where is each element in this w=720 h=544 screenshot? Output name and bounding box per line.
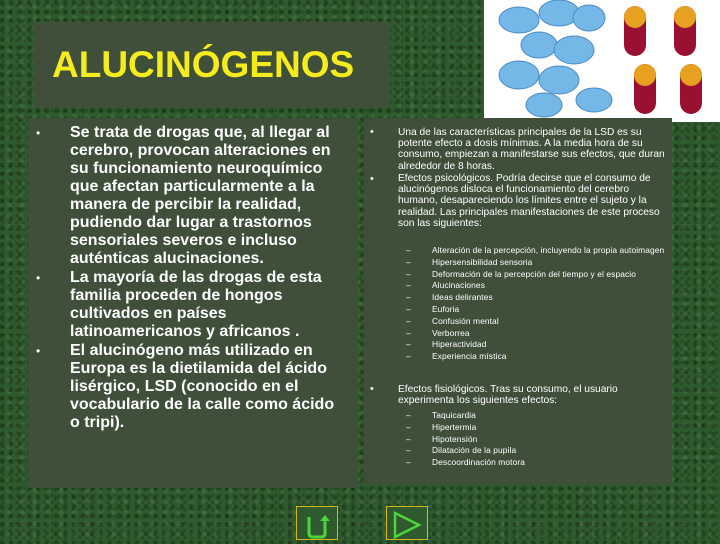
list-item: – Euforia bbox=[406, 303, 460, 314]
left-bullet-list bbox=[28, 124, 348, 433]
back-button[interactable] bbox=[296, 506, 338, 540]
bullet-icon: • bbox=[370, 383, 374, 395]
list-item: – Experiencia mística bbox=[406, 351, 507, 362]
psych-effects-intro: Efectos psicológicos. Podría decirse que el consumo de alucinógenos disloca el funcionamiento del cerebro humano, desapareciendo los límites entre el sujeto y la realidad. Las principales manifestaciones de este proceso son las siguientes: bbox=[398, 173, 660, 229]
list-item: – Ideas delirantes bbox=[406, 292, 493, 303]
page-title: ALUCINÓGENOS bbox=[52, 44, 355, 85]
list-item: – Alucinaciones bbox=[406, 280, 485, 291]
list-item: – Confusión mental bbox=[406, 315, 499, 326]
bullet-icon: • bbox=[36, 126, 41, 140]
list-item: • El alucinógeno más utilizado en Europa es la dietilamida del ácido lisérgico, LSD (conocido en el vocabulario de la calle como ácido o tripi). bbox=[36, 342, 335, 431]
list-item: – Taquicardia bbox=[406, 410, 476, 420]
list-item: – Deformación de la percepción del tiempo y el espacio bbox=[406, 268, 636, 279]
list-item: – Dilatación de la pupila bbox=[406, 445, 517, 456]
lsd-intro-text: Una de las características principales de la LSD es su potente efecto a dosis mínimas. A la media hora de su consumo, empiezan a manifestarse sus efectos, que duran alrededor de 8 horas. bbox=[398, 127, 665, 172]
phys-effects-list bbox=[406, 410, 670, 469]
bullet-icon: • bbox=[36, 271, 41, 285]
list-item: – Descoordinación motora bbox=[406, 457, 525, 468]
u-turn-arrow-icon bbox=[297, 507, 337, 539]
list-item: – Alteración de la percepción, incluyendo la propia autoimagen bbox=[406, 245, 665, 255]
list-item: – Hipersensibilidad sensoria bbox=[406, 256, 533, 267]
phys-effects-intro: Efectos fisiológicos. Tras su consumo, el usuario experimenta los siguientes efectos: bbox=[398, 384, 618, 407]
bullet-icon: • bbox=[370, 173, 374, 185]
pills-image bbox=[484, 0, 720, 122]
bullet-icon: • bbox=[36, 344, 41, 358]
forward-button[interactable] bbox=[386, 506, 428, 540]
list-item: – Hipertermia bbox=[406, 421, 477, 432]
list-item: – Hipotensión bbox=[406, 433, 478, 444]
list-item: – Hiperactividad bbox=[406, 339, 487, 350]
list-item: • La mayoría de las drogas de esta familia proceden de hongos cultivados en países latinoamericanos y africanos . bbox=[36, 269, 322, 340]
psych-effects-list bbox=[406, 245, 670, 363]
list-item: – Verborrea bbox=[406, 327, 470, 338]
list-item: • Se trata de drogas que, al llegar al cerebro, provocan alteraciones en su funcionamiento neuroquímico que afectan particularmente a la manera de percibir la realidad, pudiendo dar lugar a trastornos sensoriales severos e incluso auténticas alucinaciones. bbox=[36, 124, 331, 267]
play-triangle-icon bbox=[387, 507, 427, 539]
bullet-icon: • bbox=[370, 126, 374, 138]
